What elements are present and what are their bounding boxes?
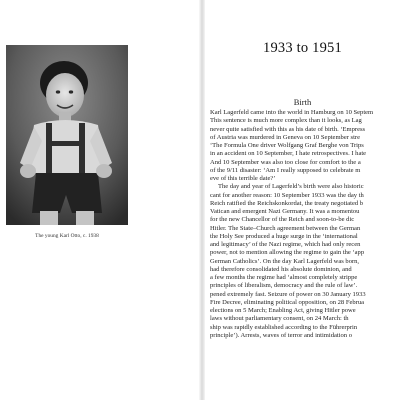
body-text-line: for the new Chancellor of the Reich and soon-to-be dic [210,216,355,224]
photo-caption: The young Karl Otto, c. 1938 [35,233,99,239]
body-text-line: Vatican and emergent Nazi Germany. It was a momentou [210,208,360,215]
body-text-line: cant for another reason: 10 September 1933 was the day th [210,191,364,199]
chapter-title: 1933 to 1951 [263,40,342,56]
body-text-line: had therefore consolidated his absolute dominion, and [210,265,352,273]
body-text-line: and legitimacy’ of the Nazi regime, which had only recen [210,241,361,248]
body-text-line: And 10 September was also too close for comfort to the a [210,158,361,166]
body-text-line: pened extremely fast. Seizure of power on 30 January 1933 [210,290,366,298]
body-text-line: of the 9/11 disaster: ‘Am I really supposed to celebrate m [210,166,361,174]
section-heading: Birth [293,97,312,107]
body-text-line: The day and year of Lagerfeld’s birth were also historic [218,183,364,191]
body-text-line: elections on 5 March; Enabling Act, giving Hitler powe [210,307,356,314]
body-text-line: the Holy See produced a huge surge in the ‘international [210,232,358,240]
body-text-line: power, not to mention allowing the regime to gain the ‘app [210,249,365,257]
body-text-line: in an accident on 10 September, I hate retrospectives. I hate [210,150,367,158]
body-text-line: Karl Lagerfeld came into the world in Hamburg on 10 Septem [210,109,374,116]
body-text-line: eve of this terrible date?’ [210,175,276,182]
body-text-line: Reich ratified the Reichskonkordat, the treaty negotiated b [210,199,364,207]
body-text-line: never quite satisfied with this as his date of birth. ‘Empress [210,125,366,133]
body-text-line: of Austria was murdered in Geneva on 10 September stre [210,133,360,141]
body-text-line: principles of liberalism, democracy and the rule of law’. [210,282,358,290]
body-text-line: German Catholics’. On the day Karl Lagerfeld was born, [210,257,360,265]
right-page [205,0,400,400]
body-text-line: Fire Decree, eliminating political opposition, on 28 Februa [210,298,364,306]
body-text-line: Hitler. The State–Church agreement between the German [210,224,361,232]
body-text-line: laws without parliamentary consent, on 24 March: th [210,315,349,323]
body-text-line: ship was rapidly established according to the Führerprin [210,323,358,331]
body-text-line: principle’). Arrests, waves of terror and intimidation o [210,331,352,339]
photograph-young-karl [6,45,128,225]
body-text-line: This sentence is much more complex than it looks, as Lag [210,117,362,125]
body-text-line: ‘The Formula One driver Wolfgang Graf Berghe von Trips [210,142,364,149]
body-text-line: a few months the regime had ‘almost completely strippe [210,274,358,281]
body-text [210,109,400,340]
